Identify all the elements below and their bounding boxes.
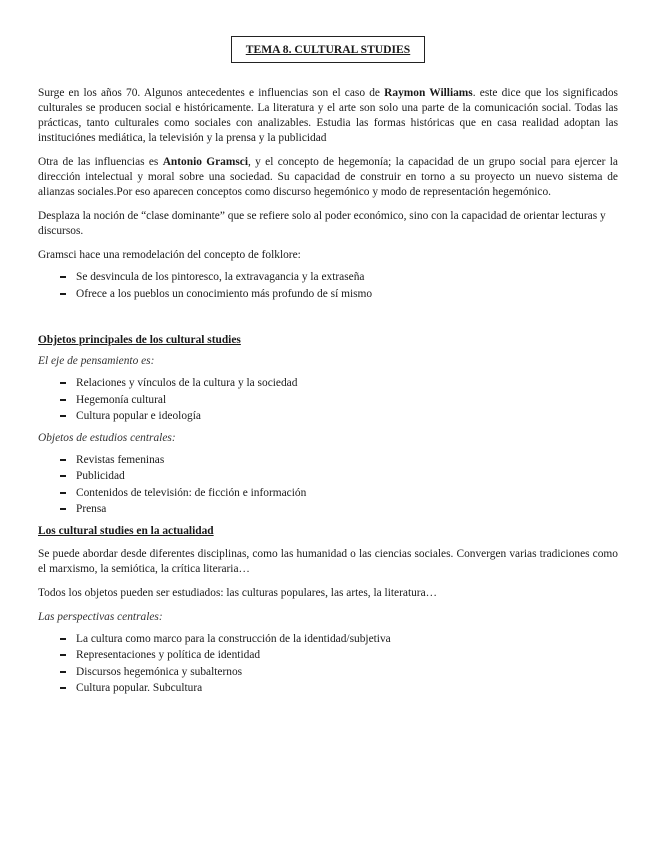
desplaza-paragraph: Desplaza la noción de “clase dominante” que se refiere solo al poder económico, sino con la capacidad de orientar lecturas y discursos. — [38, 210, 606, 237]
list-item: Hegemonía cultural — [38, 392, 618, 409]
perspectivas-list — [38, 631, 618, 697]
list-item: Ofrece a los pueblos un conocimiento más profundo de sí mismo — [38, 286, 618, 303]
eje-label: El eje de pensamiento es: — [38, 355, 155, 367]
list-item: Discursos hegemónica y subalternos — [38, 664, 618, 681]
antonio-gramsci-name: Antonio Gramsci — [162, 156, 248, 168]
objetos-label: Objetos de estudios centrales: — [38, 431, 176, 444]
actualidad-heading: Los cultural studies en la actualidad — [38, 524, 214, 537]
gramsci-paragraph: Otra de las influencias es Antonio Gramsci, y el concepto de hegemonía; la capacidad de un grupo social para ejercer la dirección intelectual y moral sobre una sociedad. Su capacidad de construir en torno a su proyecto un nuevo sistema de alianzas sociales.Por eso aparecen conceptos como discurso hegemónico y modo de representación hegemónico. — [38, 156, 618, 198]
raymon-williams-name: Raymon Williams — [384, 87, 473, 99]
list-item: Representaciones y política de identidad — [38, 647, 618, 664]
folklore-list — [38, 269, 618, 302]
list-item: La cultura como marco para la construcción de la identidad/subjetiva — [38, 631, 618, 648]
folklore-intro: Gramsci hace una remodelación del concepto de folklore: — [38, 249, 301, 261]
list-item: Cultura popular. Subcultura — [38, 680, 618, 697]
objetos-heading: Objetos principales de los cultural studies — [38, 334, 241, 346]
list-item: Prensa — [38, 501, 618, 518]
eje-list — [38, 375, 618, 425]
intro-paragraph: Surge en los años 70. Algunos antecedentes e influencias son el caso de Raymon Williams. este dice que los significados culturales se producen social e históricamente. La literatura y el arte son solo una parte de la comunicación social. Todas las prácticas, tanto culturales como sociales con analizables. Estudia las formas históricas que en casa realidad adoptan las instituciónes mediática, la televisión y la prensa y la publicidad — [38, 87, 618, 144]
document-title: TEMA 8. CULTURAL STUDIES — [231, 36, 425, 63]
list-item: Se desvincula de los pintoresco, la extravagancia y la extraseña — [38, 269, 618, 286]
actualidad-paragraph-2: Todos los objetos pueden ser estudiados: las culturas populares, las artes, la literatura… — [38, 586, 438, 599]
list-item: Contenidos de televisión: de ficción e información — [38, 485, 618, 502]
objetos-list — [38, 452, 618, 518]
actualidad-paragraph-1: Se puede abordar desde diferentes disciplinas, como las humanidad o las ciencias sociales. Convergen varias tradiciones como el marxismo, la semiótica, la crítica literaria… — [38, 547, 618, 575]
document-page — [38, 36, 618, 697]
list-item: Cultura popular e ideología — [38, 408, 618, 425]
perspectivas-label: Las perspectivas centrales: — [38, 610, 163, 623]
list-item: Revistas femeninas — [38, 452, 618, 469]
list-item: Publicidad — [38, 468, 618, 485]
list-item: Relaciones y vínculos de la cultura y la sociedad — [38, 375, 618, 392]
